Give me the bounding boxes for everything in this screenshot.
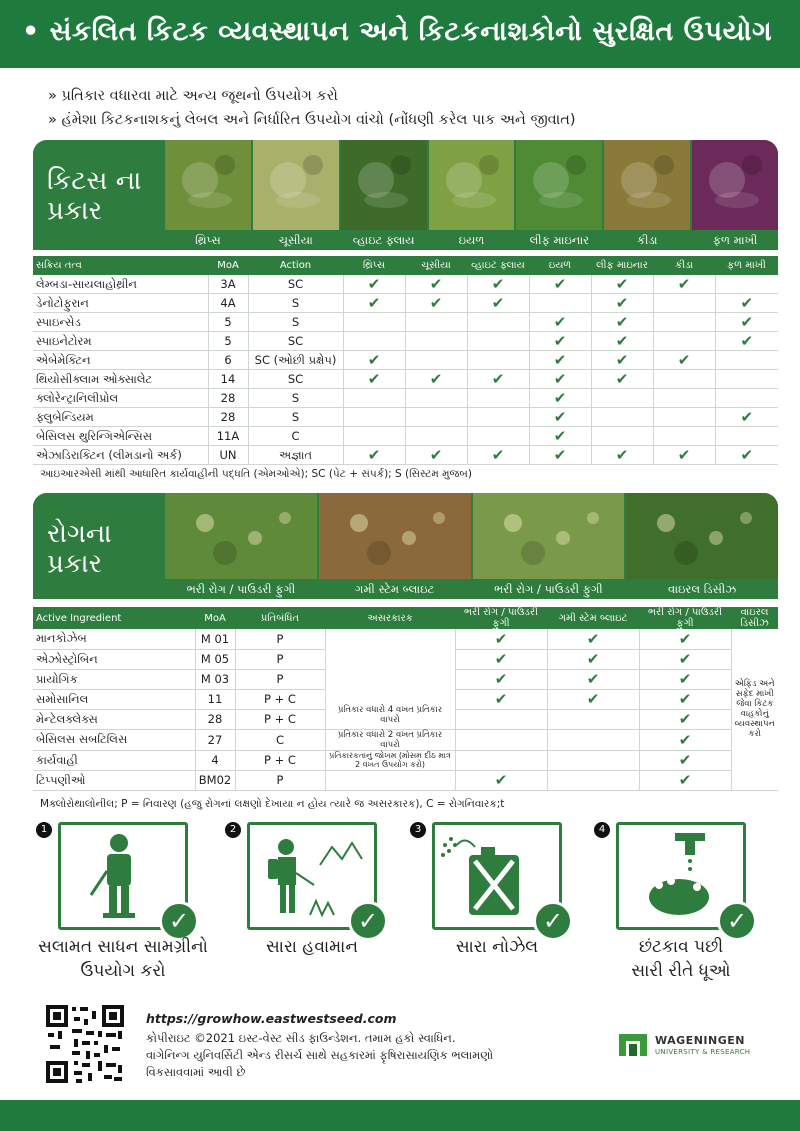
check-cell	[653, 389, 715, 408]
check-icon: ✔	[678, 751, 692, 769]
check-cell	[715, 275, 778, 294]
moa-cell: 28	[208, 408, 248, 427]
check-cell	[715, 294, 778, 313]
moa-cell: 27	[195, 729, 235, 750]
check-cell	[547, 669, 639, 689]
step-label: છંટકાવ પછી સારી રીતે ધૂઓ	[631, 937, 731, 981]
check-icon: ✓	[159, 901, 199, 941]
check-icon: ✔	[494, 690, 508, 708]
check-cell	[529, 294, 591, 313]
check-icon: ✓	[717, 901, 757, 941]
check-cell	[343, 332, 405, 351]
check-cell	[547, 729, 639, 750]
check-cell	[467, 351, 529, 370]
check-icon: ✔	[678, 629, 692, 648]
step-number: 4	[594, 822, 610, 838]
check-cell	[547, 770, 639, 790]
check-cell	[455, 689, 547, 709]
check-cell	[405, 389, 467, 408]
check-icon: ✔	[491, 370, 505, 389]
check-cell	[455, 709, 547, 729]
table-row	[33, 408, 778, 427]
disease-col-header: અસરકારક	[325, 607, 455, 629]
pest-photo	[165, 140, 251, 250]
restriction-cell: P	[235, 669, 325, 689]
pest-col-header: કીડા	[653, 256, 715, 275]
check-cell	[715, 389, 778, 408]
check-cell	[405, 351, 467, 370]
check-cell	[467, 313, 529, 332]
check-icon: ✔	[553, 408, 567, 427]
table-row	[33, 351, 778, 370]
step-number: 1	[36, 822, 52, 838]
footer-bar	[0, 1100, 800, 1131]
table-row	[33, 750, 778, 770]
check-cell	[591, 332, 653, 351]
restriction-cell: C	[235, 729, 325, 750]
table-row	[33, 332, 778, 351]
check-cell	[653, 370, 715, 389]
disease-photo	[165, 493, 317, 599]
check-cell	[529, 427, 591, 446]
check-cell	[591, 408, 653, 427]
check-cell	[343, 294, 405, 313]
pest-col-header: Action	[248, 256, 343, 275]
check-icon: ✔	[586, 629, 600, 648]
check-cell	[467, 275, 529, 294]
pest-section-title: કિટસ ના પ્રકાર	[33, 140, 162, 250]
moa-cell: M 05	[195, 649, 235, 669]
check-cell	[715, 351, 778, 370]
pest-types-banner	[33, 140, 778, 250]
action-cell: S	[248, 294, 343, 313]
check-icon: ✔	[491, 446, 505, 465]
active-ingredient: કાર્યવાહી	[33, 750, 195, 770]
disease-photo-strip	[163, 493, 778, 599]
disease-photo	[473, 493, 625, 599]
moa-cell: 6	[208, 351, 248, 370]
active-ingredient: મેન્ટેલક્લેક્સ	[33, 709, 195, 729]
check-icon: ✓	[533, 901, 573, 941]
check-cell	[639, 770, 731, 790]
check-cell	[547, 709, 639, 729]
check-cell	[639, 750, 731, 770]
viral-note-cell: એફિડ અને સફેદ માખી જેવા કિટક વાહકોનું વ્યવસ્થાપન કરો	[731, 629, 778, 790]
check-icon: ✔	[677, 446, 691, 465]
check-icon: ✔	[429, 370, 443, 389]
active-ingredient: ટિપ્પણીઓ	[33, 770, 195, 790]
pest-photo-caption: કીડા	[604, 230, 690, 250]
check-icon: ✔	[677, 275, 691, 294]
check-icon: ✔	[367, 275, 381, 294]
table-row	[33, 275, 778, 294]
check-icon: ✔	[615, 313, 629, 332]
check-cell	[405, 446, 467, 465]
check-cell	[529, 275, 591, 294]
check-icon: ✔	[367, 446, 381, 465]
check-cell	[343, 275, 405, 294]
check-cell	[343, 351, 405, 370]
page-title: • સંકલિત કિટક વ્યવસ્થાપન અને કિટકનાશકોનો સુરક્ષિત ઉપયોગ	[0, 0, 800, 68]
moa-cell: 11	[195, 689, 235, 709]
check-cell	[591, 351, 653, 370]
qr-code	[44, 1003, 126, 1085]
check-icon: ✔	[740, 408, 754, 427]
check-cell	[455, 649, 547, 669]
active-ingredient: ફ્લુબેન્ડિયમ	[33, 408, 208, 427]
pest-photo	[692, 140, 778, 250]
step-label: સારા હવામાન	[266, 937, 358, 957]
moa-cell: 4	[195, 750, 235, 770]
active-ingredient: ક્લોરેન્ટ્રાનિલીપ્રોલ	[33, 389, 208, 408]
check-cell	[405, 370, 467, 389]
footer-text: https://growhow.eastwestseed.com કોપીરાઇટ ©2021 ઇસ્ટ-વેસ્ટ સીડ ફાઉન્ડેશન. તમામ હકો સ્વાધિન. વાગેનિન્ગ યુનિવર્સિટી એન્ડ રીસર્ચ સાથે સહકારમાં ફૃષિરાસાયણિક ભલામણો વિકસાવવામાં આવી છે	[146, 1011, 494, 1079]
table-row	[33, 770, 778, 790]
restriction-cell: P	[235, 770, 325, 790]
table-row	[33, 629, 778, 649]
table-row	[33, 427, 778, 446]
pest-col-header: લીફ માઇનાર	[591, 256, 653, 275]
check-cell	[529, 408, 591, 427]
active-ingredient: બેસિલસ સબટિલિસ	[33, 729, 195, 750]
pest-col-header: ઇયળ	[529, 256, 591, 275]
pest-col-header: MoA	[208, 256, 248, 275]
action-cell: SC	[248, 275, 343, 294]
pest-photo-caption: ચૂસીયા	[253, 230, 339, 250]
disease-col-header: ભરી રોગ / પાઉડરી ફુગી	[639, 607, 731, 629]
pest-photo	[429, 140, 515, 250]
check-cell	[467, 427, 529, 446]
check-cell	[455, 750, 547, 770]
check-icon: ✔	[678, 710, 692, 728]
check-cell	[591, 427, 653, 446]
disease-col-header: ગમી સ્ટેમ બ્લાઇટ	[547, 607, 639, 629]
pest-photo-strip	[163, 140, 778, 250]
check-cell	[653, 351, 715, 370]
table-row	[33, 370, 778, 389]
check-cell	[591, 313, 653, 332]
check-icon: ✔	[615, 351, 629, 370]
step-card	[616, 822, 748, 935]
pest-col-header: વ્હાઇટ ફ્લાય	[467, 256, 529, 275]
table-row	[33, 729, 778, 750]
check-cell	[653, 275, 715, 294]
moa-cell: M 01	[195, 629, 235, 649]
active-ingredient: થિયોસીક્લામ ઓક્સાલેટ	[33, 370, 208, 389]
check-icon: ✔	[491, 294, 505, 313]
pest-photo-caption: વ્હાઇટ ફ્લાય	[341, 230, 427, 250]
check-icon: ✔	[553, 332, 567, 351]
check-cell	[467, 446, 529, 465]
action-cell: અજ્ઞાત	[248, 446, 343, 465]
check-cell	[591, 294, 653, 313]
disease-types-banner	[33, 493, 778, 599]
pest-photo-caption: ઇયળ	[429, 230, 515, 250]
disease-section-title: રોગના પ્રકાર	[33, 493, 162, 599]
check-cell	[715, 408, 778, 427]
check-icon: ✔	[494, 629, 508, 648]
active-ingredient: સ્પાઇન્સેડ	[33, 313, 208, 332]
pest-col-header: ચૂસીયા	[405, 256, 467, 275]
check-icon: ✔	[553, 370, 567, 389]
active-ingredient: માનકોઝેબ	[33, 629, 195, 649]
check-cell	[467, 408, 529, 427]
bullet-item: » હંમેશા કિટકનાશકનું લેબલ અને નિર્ધારિત ઉપયોગ વાંચો (નોંધણી કરેલ પાક અને જીવાત)	[48, 108, 576, 132]
active-ingredient: પ્રાયોગિક	[33, 669, 195, 689]
active-ingredient: લેમ્બડા-સાયલાહોથ્રીન	[33, 275, 208, 294]
insecticide-table	[33, 256, 778, 465]
check-cell	[467, 389, 529, 408]
check-icon: ✔	[615, 294, 629, 313]
effect-cell: પ્રતિકાર વધારો 4 વખત પ્રતિકાર વાપરો	[325, 629, 455, 729]
check-icon: ✔	[553, 389, 567, 408]
restriction-cell: P + C	[235, 750, 325, 770]
check-cell	[455, 669, 547, 689]
check-icon: ✔	[429, 275, 443, 294]
step-card	[247, 822, 379, 935]
check-icon: ✔	[677, 351, 691, 370]
pest-photo-caption: થ્રિપ્સ	[165, 230, 251, 250]
check-cell	[547, 629, 639, 649]
pest-photo	[341, 140, 427, 250]
pest-photo	[253, 140, 339, 250]
check-cell	[715, 313, 778, 332]
active-ingredient: ડેનોટોફુરાન	[33, 294, 208, 313]
check-cell	[405, 408, 467, 427]
check-cell	[405, 332, 467, 351]
check-cell	[591, 370, 653, 389]
disease-photo-caption: ગમી સ્ટેમ બ્લાઇટ	[319, 579, 471, 599]
moa-cell: UN	[208, 446, 248, 465]
disease-table-note: Mક્લોરોથાલોનીલ; P = નિવારણ (હજુ રોગનાં લક્ષણો દેખાયા ન હોય ત્યારે જ અસરકારક), C = રોગનિવારક;t	[40, 798, 505, 810]
check-icon: ✔	[494, 670, 508, 688]
check-icon: ✔	[367, 351, 381, 370]
pest-col-header: થ્રિપ્સ	[343, 256, 405, 275]
check-icon: ✔	[494, 771, 508, 789]
moa-cell: 5	[208, 313, 248, 332]
moa-cell: 28	[208, 389, 248, 408]
check-cell	[547, 689, 639, 709]
step-number: 3	[410, 822, 426, 838]
wageningen-logo: WAGENINGEN UNIVERSITY & RESEARCH	[617, 1032, 767, 1062]
active-ingredient: એઝાડિરાક્ટિન (લીમડાનો અર્ક)	[33, 446, 208, 465]
check-cell	[591, 389, 653, 408]
check-cell	[455, 729, 547, 750]
restriction-cell: P + C	[235, 709, 325, 729]
action-cell: SC (ઓછી પ્રક્ષેપ)	[248, 351, 343, 370]
disease-col-header: MoA	[195, 607, 235, 629]
check-icon: ✔	[553, 427, 567, 446]
action-cell: S	[248, 408, 343, 427]
check-icon: ✔	[678, 650, 692, 668]
moa-cell: 3A	[208, 275, 248, 294]
disease-photo	[319, 493, 471, 599]
step-number: 2	[225, 822, 241, 838]
check-cell	[529, 370, 591, 389]
disease-col-header: ભરી રોગ / પાઉડરી ફુગી	[455, 607, 547, 629]
check-cell	[467, 370, 529, 389]
check-cell	[343, 427, 405, 446]
check-icon: ✔	[615, 332, 629, 351]
step-label: સલામત સાધન સામગ્રીનો ઉપયોગ કરો	[38, 937, 208, 981]
pest-photo	[516, 140, 602, 250]
wageningen-logo-icon	[617, 1032, 649, 1058]
check-icon: ✔	[740, 332, 754, 351]
restriction-cell: P	[235, 649, 325, 669]
step-card	[432, 822, 564, 935]
moa-cell: 14	[208, 370, 248, 389]
step-card	[58, 822, 190, 935]
check-icon: ✔	[678, 690, 692, 708]
check-cell	[467, 332, 529, 351]
moa-cell: 28	[195, 709, 235, 729]
check-icon: ✔	[615, 446, 629, 465]
check-cell	[343, 370, 405, 389]
disease-photo-caption: ભરી રોગ / પાઉડરી ફુગી	[473, 579, 625, 599]
check-cell	[591, 446, 653, 465]
table-row	[33, 389, 778, 408]
check-cell	[591, 275, 653, 294]
check-icon: ✔	[740, 446, 754, 465]
check-cell	[639, 689, 731, 709]
check-icon: ✔	[429, 446, 443, 465]
active-ingredient: બેસિલસ થુરિન્ગિએન્સિસ	[33, 427, 208, 446]
check-cell	[639, 709, 731, 729]
disease-photo-caption: વાઇરલ ડિસીઝ	[626, 579, 778, 599]
moa-cell: M 03	[195, 669, 235, 689]
check-cell	[343, 389, 405, 408]
action-cell: S	[248, 389, 343, 408]
pest-table-note: આઇઆરએસી માંથી આધારિત કાર્યવાહીની પદ્ધતિ (એમઓએ); SC (પેટ + સંપર્ક); S (સિસ્ટમ મુજબ)	[40, 468, 472, 480]
check-cell	[547, 649, 639, 669]
fungicide-table	[33, 607, 778, 791]
check-icon: ✔	[429, 294, 443, 313]
active-ingredient: એઝોસ્ટ્રોબિન	[33, 649, 195, 669]
check-cell	[653, 408, 715, 427]
check-icon: ✔	[740, 294, 754, 313]
check-icon: ✔	[586, 670, 600, 688]
check-cell	[639, 669, 731, 689]
moa-cell: 5	[208, 332, 248, 351]
table-row	[33, 446, 778, 465]
moa-cell: 4A	[208, 294, 248, 313]
restriction-cell: P + C	[235, 689, 325, 709]
check-cell	[639, 649, 731, 669]
disease-col-header: પ્રતિબંધિત	[235, 607, 325, 629]
pest-col-header: સક્રિય તત્વ	[33, 256, 208, 275]
check-icon: ✔	[553, 446, 567, 465]
check-cell	[653, 427, 715, 446]
check-cell	[455, 770, 547, 790]
website-link[interactable]: https://growhow.eastwestseed.com	[146, 1011, 397, 1026]
pest-photo-caption: લીફ માઇનાર	[516, 230, 602, 250]
check-cell	[715, 446, 778, 465]
check-icon: ✔	[678, 730, 692, 749]
effect-cell: પ્રતિકારકતાનું જોખમ (મોસમ દીઠ માત્ર 2 વખત ઉપયોગ કરો)	[325, 750, 455, 770]
check-cell	[547, 750, 639, 770]
check-icon: ✔	[367, 370, 381, 389]
check-icon: ✔	[491, 275, 505, 294]
check-cell	[405, 275, 467, 294]
table-row	[33, 294, 778, 313]
active-ingredient: એબેમેક્ટિન	[33, 351, 208, 370]
action-cell: S	[248, 313, 343, 332]
table-row	[33, 313, 778, 332]
check-icon: ✔	[553, 351, 567, 370]
disease-photo	[626, 493, 778, 599]
check-cell	[529, 313, 591, 332]
moa-cell: BM02	[195, 770, 235, 790]
action-cell: C	[248, 427, 343, 446]
disease-photo-caption: ભરી રોગ / પાઉડરી ફુગી	[165, 579, 317, 599]
check-icon: ✔	[586, 650, 600, 668]
check-cell	[529, 351, 591, 370]
check-cell	[529, 332, 591, 351]
check-icon: ✔	[494, 650, 508, 668]
check-cell	[653, 313, 715, 332]
check-cell	[653, 446, 715, 465]
check-cell	[467, 294, 529, 313]
pest-photo-caption: ફળ માખી	[692, 230, 778, 250]
effect-cell	[325, 770, 455, 790]
check-cell	[653, 294, 715, 313]
check-cell	[455, 629, 547, 649]
check-cell	[715, 427, 778, 446]
check-cell	[653, 332, 715, 351]
active-ingredient: સમોસાનિલ	[33, 689, 195, 709]
check-cell	[715, 332, 778, 351]
action-cell: SC	[248, 370, 343, 389]
check-cell	[343, 446, 405, 465]
check-icon: ✔	[553, 313, 567, 332]
check-cell	[405, 294, 467, 313]
bullet-item: » પ્રતિકાર વધારવા માટે અન્ય જૂથનો ઉપયોગ કરો	[48, 84, 576, 108]
check-cell	[405, 427, 467, 446]
active-ingredient: સ્પાઇનેટોરમ	[33, 332, 208, 351]
disease-col-header: Active Ingredient	[33, 607, 195, 629]
check-icon: ✔	[615, 275, 629, 294]
check-icon: ✔	[367, 294, 381, 313]
effect-cell: પ્રતિકાર વધારો 2 વખત પ્રતિકાર વાપરો	[325, 729, 455, 750]
check-icon: ✔	[615, 370, 629, 389]
check-cell	[343, 408, 405, 427]
action-cell: SC	[248, 332, 343, 351]
bullet-list	[48, 84, 576, 132]
check-icon: ✔	[553, 275, 567, 294]
check-cell	[529, 446, 591, 465]
moa-cell: 11A	[208, 427, 248, 446]
step-label: સારા નોઝેલ	[455, 937, 539, 957]
check-cell	[343, 313, 405, 332]
check-icon: ✔	[586, 690, 600, 708]
restriction-cell: P	[235, 629, 325, 649]
check-icon: ✓	[348, 901, 388, 941]
check-cell	[639, 729, 731, 750]
check-cell	[639, 629, 731, 649]
check-cell	[405, 313, 467, 332]
pest-col-header: ફળ માખી	[715, 256, 778, 275]
check-icon: ✔	[740, 313, 754, 332]
check-icon: ✔	[678, 771, 692, 789]
check-cell	[529, 389, 591, 408]
check-cell	[715, 370, 778, 389]
pest-photo	[604, 140, 690, 250]
check-icon: ✔	[678, 670, 692, 688]
disease-col-header: વાઇરલ ડિસીઝ	[731, 607, 778, 629]
